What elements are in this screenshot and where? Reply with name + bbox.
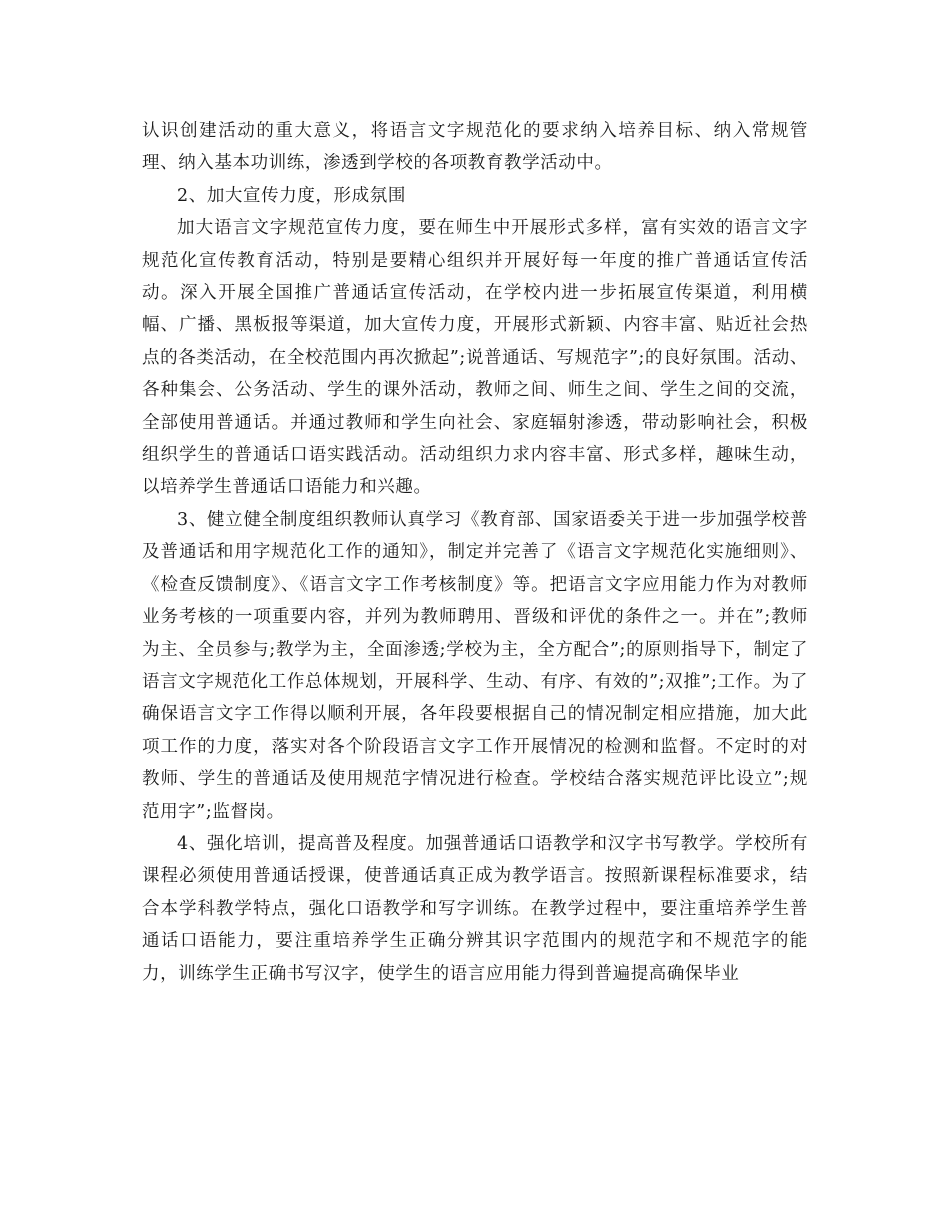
document-body <box>142 115 808 990</box>
paragraph-section-4: 4、强化培训，提高普及程度。加强普通话口语教学和汉字书写教学。学校所有课程必须使用普通话授课，使普通话真正成为教学语言。按照新课程标准要求，结合本学科教学特点，强化口语教学和写字训练。在教学过程中，要注重培养学生普通话口语能力，要注重培养学生正确分辨其识字范围内的规范字和不规范字的能力，训练学生正确书写汉字，使学生的语言应用能力得到普遍提高确保毕业 <box>142 833 808 984</box>
paragraph-section-3: 3、健立健全制度组织教师认真学习《教育部、国家语委关于进一步加强学校普及普通话和用字规范化工作的通知》，制定并完善了《语言文字规范化实施细则》、《检查反馈制度》、《语言文字工作考核制度》等。把语言文字应用能力作为对教师业务考核的一项重要内容，并列为教师聘用、晋级和评优的条件之一。并在”;教师为主、全员参与;教学为主，全面渗透;学校为主，全方配合”;的原则指导下，制定了语言文字规范化工作总体规划，开展科学、生动、有序、有效的”;双推”;工作。为了确保语言文字工作得以顺利开展，各年段要根据自己的情况制定相应措施，加大此项工作的力度，落实对各个阶段语言文字工作开展情况的检测和监督。不定时的对教师、学生的普通话及使用规范字情况进行检查。学校结合落实规范评比设立”;规范用字”;监督岗。 <box>142 509 808 822</box>
section-heading-2: 2、加大宣传力度，形成氛围 <box>177 185 406 206</box>
paragraph-1: 认识创建活动的重大意义，将语言文字规范化的要求纳入培养目标、纳入常规管理、纳入基本功训练，渗透到学校的各项教育教学活动中。 <box>142 121 808 174</box>
paragraph-publicity: 加大语言文字规范宣传力度，要在师生中开展形式多样，富有实效的语言文字规范化宣传教育活动，特别是要精心组织并开展好每一年度的推广普通话宣传活动。深入开展全国推广普通话宣传活动，在学校内进一步拓展宣传渠道，利用横幅、广播、黑板报等渠道，加大宣传力度，开展形式新颖、内容丰富、贴近社会热点的各类活动，在全校范围内再次掀起”;说普通话、写规范字”;的良好氛围。活动、各种集会、公务活动、学生的课外活动，教师之间、师生之间、学生之间的交流，全部使用普通话。并通过教师和学生向社会、家庭辐射渗透，带动影响社会，积极组织学生的普通话口语实践活动。活动组织力求内容丰富、形式多样，趣味生动，以培养学生普通话口语能力和兴趣。 <box>142 218 808 498</box>
